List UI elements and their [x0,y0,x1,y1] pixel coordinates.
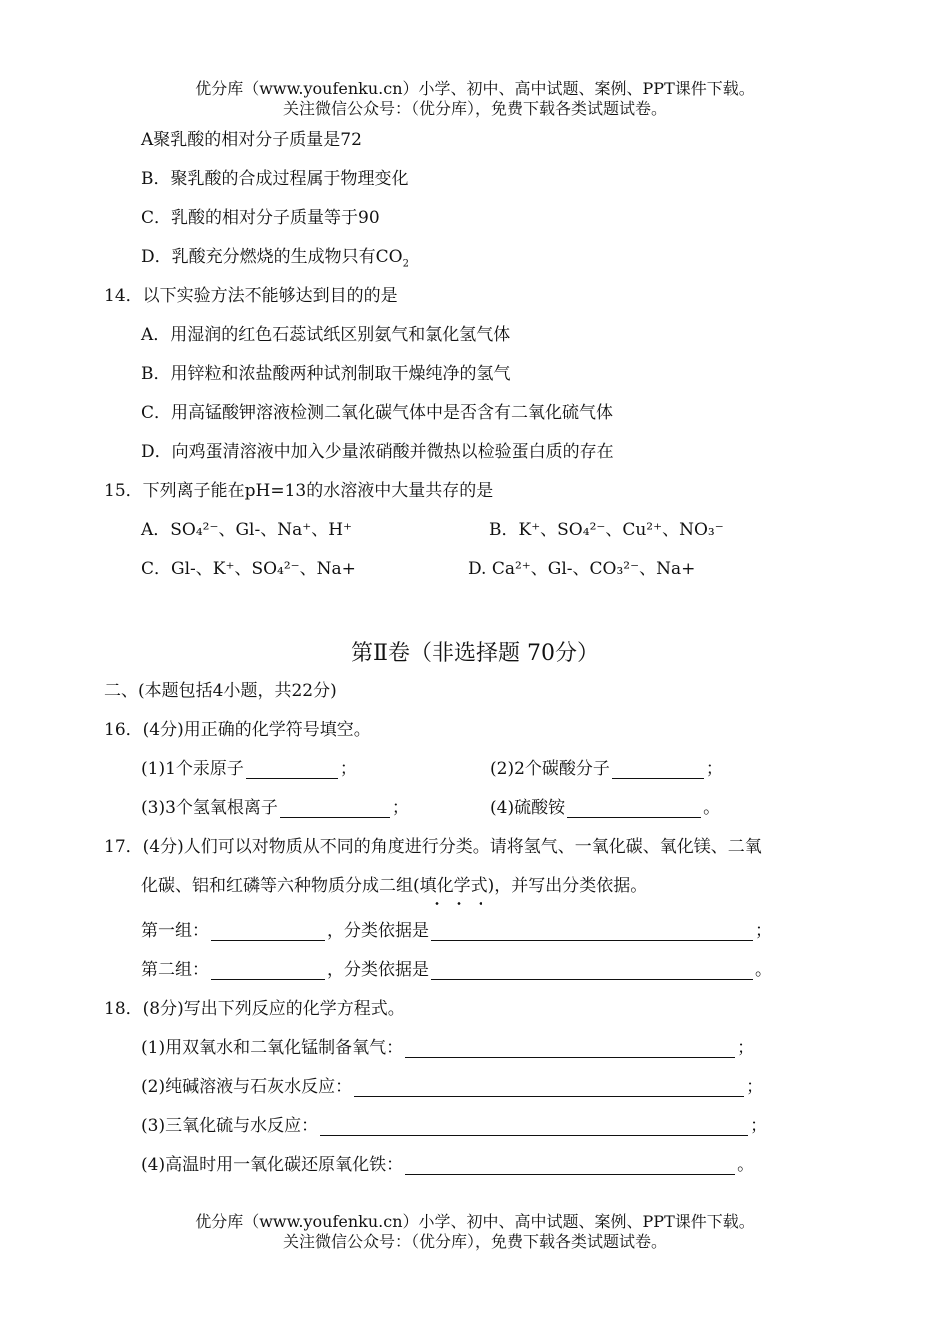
answer-blank[interactable] [567,800,701,818]
q17-stem-line-2 [141,876,647,896]
q14-option-a: A．用湿润的红色石蕊试纸区别氨气和氯化氢气体 [141,325,511,345]
q18-part-3-label: (3)三氧化硫与水反应： [141,1116,319,1136]
answer-blank[interactable] [354,1079,744,1097]
q17-basis-label: ，分类依据是 [327,960,429,980]
q18-part-1 [141,1038,754,1058]
q15-option-c: C．Gl-、K⁺、SO₄²⁻、Na+ [141,559,356,579]
q16-part-3 [141,798,409,818]
q13-option-b: B．聚乳酸的合成过程属于物理变化 [141,169,409,189]
semicolon: ； [755,921,772,941]
answer-blank[interactable] [405,1157,735,1175]
answer-blank[interactable] [431,962,753,980]
q14-stem: 14．以下实验方法不能够达到目的的是 [104,286,398,306]
answer-blank[interactable] [211,962,325,980]
footer-line-2: 关注微信公众号：（优分库），免费下载各类试题试卷。 [282,1232,667,1251]
semicolon: ； [705,759,723,779]
q16-part-2-label: (2)2个碳酸分子 [490,759,610,779]
q17-basis-label: ，分类依据是 [327,921,429,941]
q16-part-3-label: (3)3个氢氧根离子 [141,798,278,818]
semicolon: ； [746,1077,764,1097]
q18-part-4-label: (4)高温时用一氧化碳还原氧化铁： [141,1155,404,1175]
emphasis-dots: 填化学式 [419,876,488,896]
answer-blank[interactable] [612,761,704,779]
footer-line-1: 优分库（www.youfenku.cn）小学、初中、高中试题、案例、PPT课件下载。 [195,1212,755,1231]
q17-group-1 [141,921,772,941]
q14-option-d: D．向鸡蛋清溶液中加入少量浓硝酸并微热以检验蛋白质的存在 [141,442,614,462]
q15-option-b: B．K⁺、SO₄²⁻、Cu²⁺、NO₃⁻ [489,520,724,540]
q13-option-a: A聚乳酸的相对分子质量是72 [141,130,362,150]
q18-part-3 [141,1116,767,1136]
period: 。 [755,960,772,980]
answer-blank[interactable] [246,761,338,779]
q15-option-d: D. Ca²⁺、Gl-、CO₃²⁻、Na+ [468,559,696,579]
header-line-1: 优分库（www.youfenku.cn）小学、初中、高中试题、案例、PPT课件下载。 [195,79,755,98]
q18-part-2 [141,1077,763,1097]
q17-group-1-label: 第一组： [141,921,209,941]
q16-part-1-label: (1)1个汞原子 [141,759,244,779]
section-title: 第Ⅱ卷（非选择题 70分） [351,641,599,666]
semicolon: ； [750,1116,768,1136]
answer-blank[interactable] [211,923,325,941]
q17-stem-post: )，并写出分类依据。 [487,876,648,896]
q18-part-2-label: (2)纯碱溶液与石灰水反应： [141,1077,353,1097]
q16-part-4-label: (4)硫酸铵 [490,798,566,818]
q13-option-c: C．乳酸的相对分子质量等于90 [141,208,380,228]
q18-part-1-label: (1)用双氧水和二氧化锰制备氧气： [141,1038,404,1058]
q17-group-2 [141,960,772,980]
q18-part-4 [141,1155,754,1175]
answer-blank[interactable] [320,1118,748,1136]
semicolon: ； [391,798,409,818]
q16-part-4 [490,798,720,818]
answer-blank[interactable] [405,1040,735,1058]
q14-option-b: B．用锌粒和浓盐酸两种试剂制取干燥纯净的氢气 [141,364,511,384]
q17-stem-pre: 化碳、铝和红磷等六种物质分成二组( [141,876,420,896]
q13-option-d-subscript: 2 [402,258,409,270]
q16-part-2 [490,759,723,779]
header-line-2: 关注微信公众号：（优分库），免费下载各类试题试卷。 [282,99,667,118]
section-intro: 二、(本题包括4小题，共22分) [104,681,337,701]
q14-option-c: C．用高锰酸钾溶液检测二氧化碳气体中是否含有二氧化硫气体 [141,403,614,423]
answer-blank[interactable] [431,923,753,941]
q17-group-2-label: 第二组： [141,960,209,980]
q17-stem-line-1: 17．(4分)人们可以对物质从不同的角度进行分类。请将氢气、一氧化碳、氧化镁、二氧 [104,837,762,857]
semicolon: ； [737,1038,755,1058]
period: 。 [703,798,721,818]
q13-option-d [141,247,409,270]
semicolon: ； [339,759,357,779]
q15-stem: 15．下列离子能在pH=13的水溶液中大量共存的是 [104,481,494,501]
q15-option-a: A．SO₄²⁻、Gl-、Na⁺、H⁺ [141,520,353,540]
period: 。 [737,1155,755,1175]
q16-part-1 [141,759,357,779]
q16-stem: 16．(4分)用正确的化学符号填空。 [104,720,371,740]
q13-option-d-text: D．乳酸充分燃烧的生成物只有CO [141,247,403,267]
q18-stem: 18．(8分)写出下列反应的化学方程式。 [104,999,405,1019]
answer-blank[interactable] [280,800,390,818]
